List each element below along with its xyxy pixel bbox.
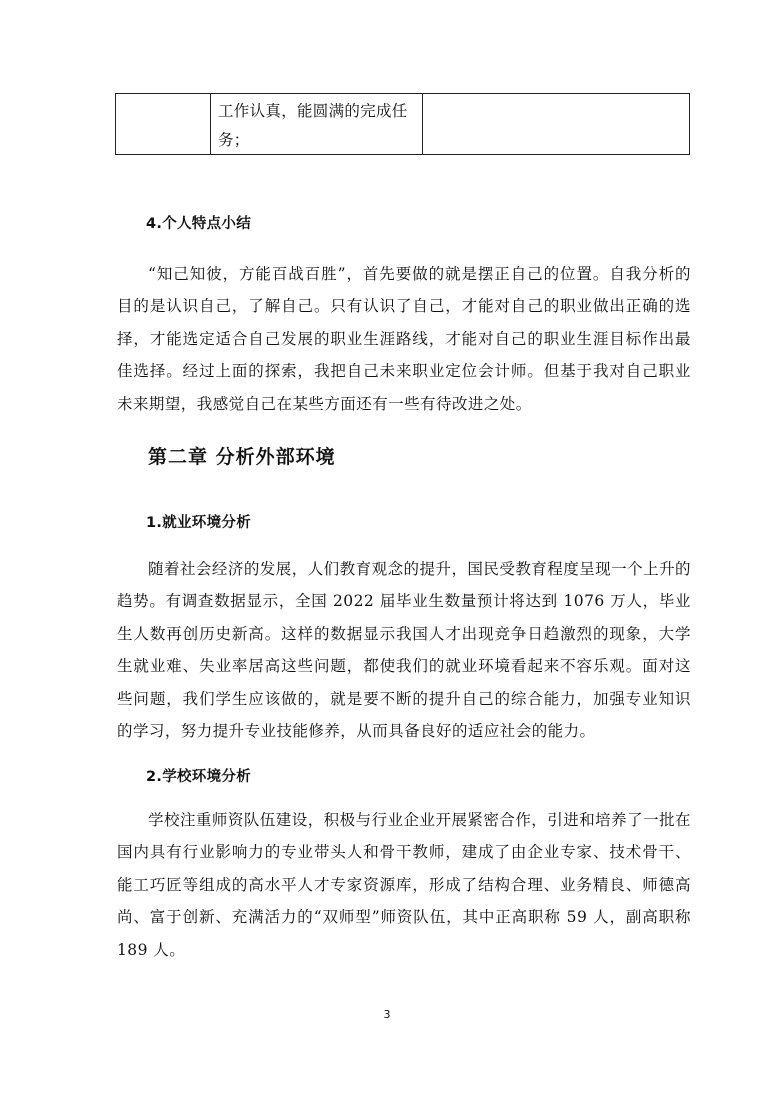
section-heading-personal-summary: 4.个人特点小结	[146, 216, 251, 232]
table-fragment	[115, 93, 690, 155]
chapter-title: 第二章 分析外部环境	[148, 446, 336, 468]
table-cell-text	[211, 94, 423, 154]
table-cell-empty-left	[116, 94, 211, 154]
table-cell-content: 工作认真，能圆满的完成任务；	[218, 102, 408, 149]
section-heading-employment: 1.就业环境分析	[146, 515, 251, 531]
section-heading-school: 2.学校环境分析	[146, 769, 251, 785]
paragraph-school: 学校注重师资队伍建设，积极与行业企业开展紧密合作，引进和培养了一批在国内具有行业影响力的专业带头人和骨干教师，建成了由企业专家、技术骨干、能工巧匠等组成的高水平人才专家资源库，形成了结构合理、业务精良、师德高尚、富于创新、充满活力的“双师型”师资队伍，其中正高职称 59 人，副高职称 189 人。	[117, 811, 691, 959]
paragraph-employment: 随着社会经济的发展，人们教育观念的提升，国民受教育程度呈现一个上升的趋势。有调查数据显示，全国 2022 届毕业生数量预计将达到 1076 万人，毕业生人数再创历史新高。这样的数据显示我国人才出现竞争日趋激烈的现象，大学生就业难、失业率居高这些问题，都使我们的就业环境看起来不容乐观。面对这些问题，我们学生应该做的，就是要不断的提升自己的综合能力，加强专业知识的学习，努力提升专业技能修养，从而具备良好的适应社会的能力。	[117, 560, 691, 741]
page-number: 3	[383, 1008, 391, 1021]
paragraph-personal-summary: “知己知彼，方能百战百胜”，首先要做的就是摆正自己的位置。自我分析的目的是认识自己，了解自己。只有认识了自己，才能对自己的职业做出正确的选择，才能选定适合自己发展的职业生涯路线，才能对自己的职业生涯目标作出最佳选择。经过上面的探索，我把自己未来职业定位会计师。但基于我对自己职业未来期望，我感觉自己在某些方面还有一些有待改进之处。	[117, 265, 691, 413]
table-cell-empty-right	[423, 94, 689, 154]
